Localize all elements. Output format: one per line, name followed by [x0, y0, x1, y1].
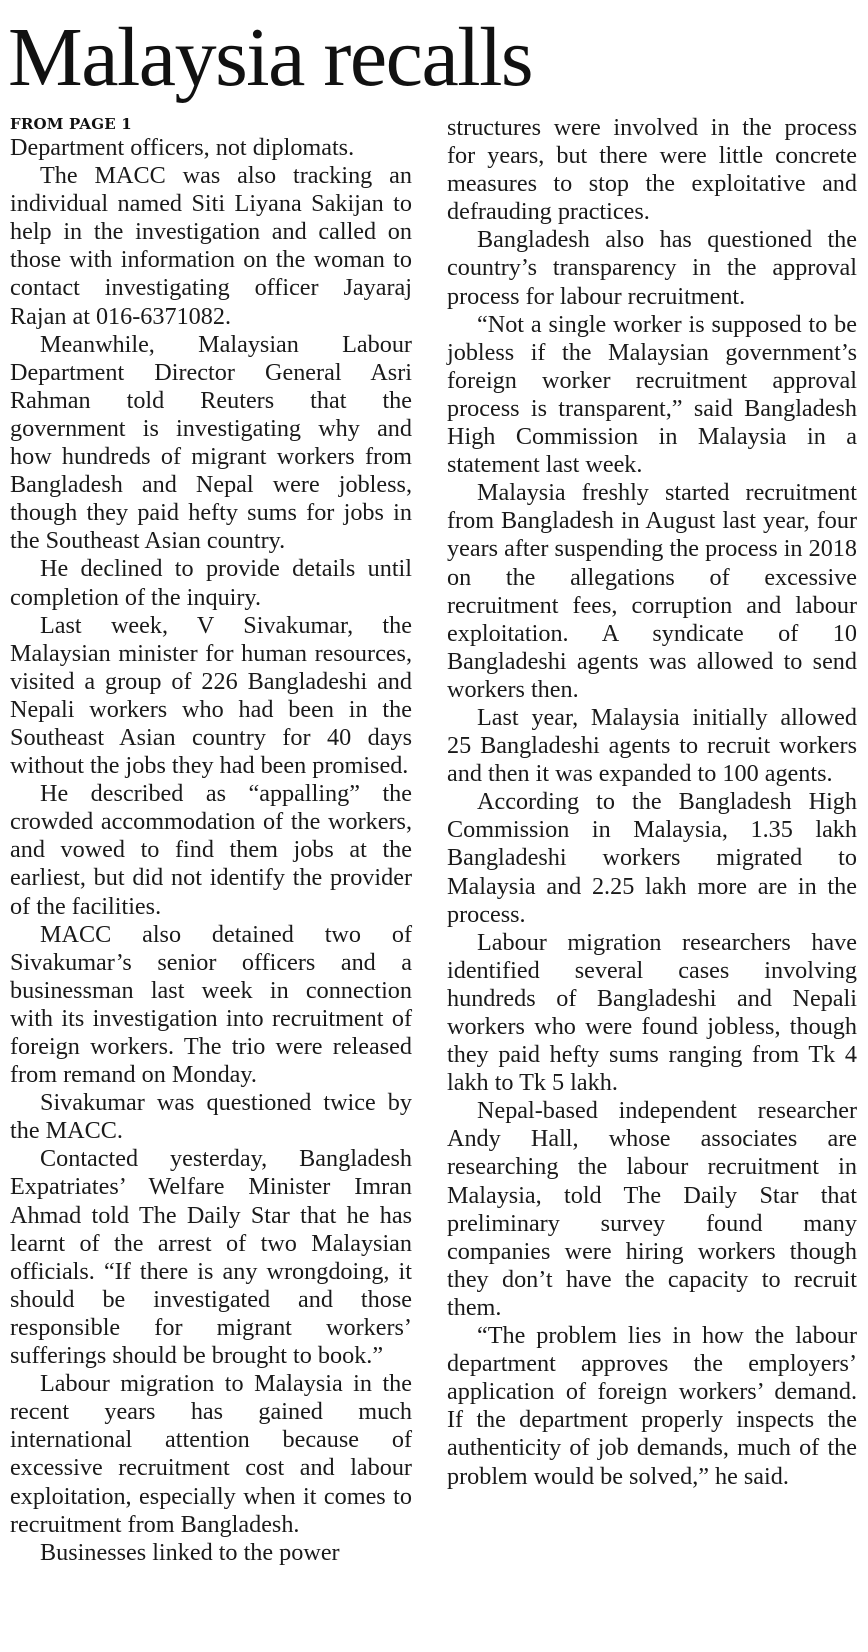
kicker-from-page-1: FROM PAGE 1 [10, 115, 132, 133]
paragraph: Last week, V Sivakumar, the Malaysian minister for human resources, visited a group of 226 Bangladeshi and Nepali workers who had been in the Southeast Asian country for 40 days without the jobs they had been promised. [10, 611, 412, 780]
paragraph: Malaysia freshly started recruitment from Bangladesh in August last year, four years after suspending the process in 2018 on the allegations of excessive recruitment fees, corruption and labour exploitation. A syndicate of 10 Bangladeshi agents was allowed to send workers then. [447, 479, 857, 703]
article-column-left [10, 114, 412, 1567]
paragraph: Labour migration to Malaysia in the recent years has gained much international attention because of excessive recruitment cost and labour exploitation, especially when it comes to recruitment from Bangladesh. [10, 1370, 412, 1538]
paragraph: “Not a single worker is supposed to be jobless if the Malaysian government’s foreign worker recruitment approval process is transparent,” said Bangladesh High Commission in Malaysia in a statement last week. [447, 310, 857, 479]
paragraph: Meanwhile, Malaysian Labour Department Director General Asri Rahman told Reuters that the government is investigating why and how hundreds of migrant workers from Bangladesh and Nepal were jobless, though they paid hefty sums for jobs in the Southeast Asian country. [10, 330, 412, 555]
paragraph: He declined to provide details until completion of the inquiry. [10, 555, 412, 611]
paragraph: Sivakumar was questioned twice by the MACC. [10, 1089, 412, 1145]
paragraph: Bangladesh also has questioned the country’s transparency in the approval process for labour recruitment. [447, 226, 857, 310]
paragraph: Nepal-based independent researcher Andy Hall, whose associates are researching the labour recruitment in Malaysia, told The Daily Star that preliminary survey found many companies were hiring workers though they don’t have the capacity to recruit them. [447, 1097, 857, 1321]
paragraph: MACC also detained two of Sivakumar’s senior officers and a businessman last week in connection with its investigation into recruitment of foreign workers. The trio were released from remand on Monday. [10, 920, 412, 1089]
paragraph: structures were involved in the process for years, but there were little concrete measures to stop the exploitative and defrauding practices. [447, 114, 857, 226]
paragraph: The MACC was also tracking an individual named Siti Liyana Sakijan to help in the investigation and called on those with information on the woman to contact investigating officer Jayaraj Rajan at 016-6371082. [10, 162, 412, 330]
article-column-right [447, 114, 857, 1491]
paragraph: Contacted yesterday, Bangladesh Expatriates’ Welfare Minister Imran Ahmad told The Daily Star that he has learnt of the arrest of two Malaysian officials. “If there is any wrongdoing, it should be investigated and those responsible for migrant workers’ sufferings should be brought to book.” [10, 1145, 412, 1370]
paragraph: Labour migration researchers have identified several cases involving hundreds of Bangladeshi and Nepali workers who were found jobless, though they paid hefty sums ranging from Tk 4 lakh to Tk 5 lakh. [447, 928, 857, 1097]
paragraph: Last year, Malaysia initially allowed 25 Bangladeshi agents to recruit workers and then it was expanded to 100 agents. [447, 703, 857, 788]
paragraph: “The problem lies in how the labour department approves the employers’ application of foreign workers’ demand. If the department properly inspects the authenticity of job demands, much of the problem would be solved,” he said. [447, 1322, 857, 1490]
paragraph: According to the Bangladesh High Commission in Malaysia, 1.35 lakh Bangladeshi workers migrated to Malaysia and 2.25 lakh more are in the process. [447, 788, 857, 928]
paragraph: Department officers, not diplomats. [10, 134, 355, 161]
paragraph: Businesses linked to the power [40, 1538, 340, 1566]
headline: Malaysia recalls [8, 11, 533, 104]
paragraph: He described as “appalling” the crowded accommodation of the workers, and vowed to find them jobs at the earliest, but did not identify the provider of the facilities. [10, 780, 412, 920]
